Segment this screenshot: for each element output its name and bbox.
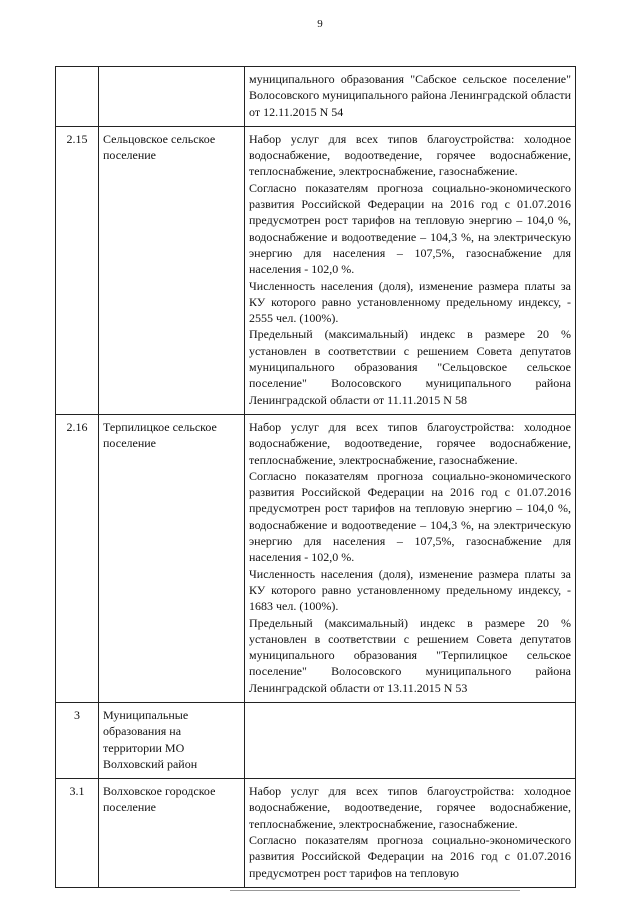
row-description	[245, 67, 576, 127]
description-paragraph: Согласно показателям прогноза социально-экономического развития Российской Федерации на 2016 год с 01.07.2016 предусмотрен рост тарифов на тепловую энергию – 104,0 %, водоснабжение и водоотведение – 104,3 %, на электрическую энергию для населения – 107,5%, газоснабжение для населения - 102,0 %.	[249, 180, 571, 277]
row-number: 3.1	[56, 779, 99, 888]
table-row	[56, 779, 576, 888]
table-row	[56, 414, 576, 702]
municipality-name	[99, 67, 245, 127]
description-paragraph: Набор услуг для всех типов благоустройства: холодное водоснабжение, водоотведение, горячее водоснабжение, теплоснабжение, электроснабжение, газоснабжение.	[249, 131, 571, 179]
municipality-name: Муниципальные образования на территории МО Волховский район	[99, 702, 245, 778]
row-description	[245, 414, 576, 702]
table-row	[56, 702, 576, 778]
table-row	[56, 67, 576, 127]
row-number: 3	[56, 702, 99, 778]
municipality-name: Терпилицкое сельское поселение	[99, 414, 245, 702]
description-paragraph: Численность населения (доля), изменение размера платы за КУ которого равно установленному предельному индексу, - 2555 чел. (100%).	[249, 278, 571, 326]
tariff-table	[55, 66, 576, 888]
row-description	[245, 779, 576, 888]
description-paragraph: муниципального образования "Сабское сельское поселение" Волосовского муниципального района Ленинградской области от 12.11.2015 N 54	[249, 72, 571, 119]
description-paragraph: Предельный (максимальный) индекс в размере 20 % установлен в соответствии с решением Совета депутатов муниципального образования "Терпилицкое сельское поселение" Волосовского муниципального района Ленинградской области от 13.11.2015 N 53	[249, 615, 571, 695]
description-paragraph: Набор услуг для всех типов благоустройства: холодное водоснабжение, водоотведение, горячее водоснабжение, теплоснабжение, электроснабжение, газоснабжение.	[249, 784, 571, 831]
row-number: 2.15	[56, 126, 99, 414]
row-description	[245, 126, 576, 414]
municipality-name: Волховское городское поселение	[99, 779, 245, 888]
table-row	[56, 126, 576, 414]
description-paragraph: Численность населения (доля), изменение размера платы за КУ которого равно установленному предельному индексу, - 1683 чел. (100%).	[249, 566, 571, 614]
description-paragraph: Согласно показателям прогноза социально-экономического развития Российской Федерации на 2016 год с 01.07.2016 предусмотрен рост тарифов на тепловую	[249, 833, 571, 880]
row-number: 2.16	[56, 414, 99, 702]
scan-edge-divider	[230, 890, 520, 891]
description-paragraph: Набор услуг для всех типов благоустройства: холодное водоснабжение, водоотведение, горячее водоснабжение, теплоснабжение, электроснабжение, газоснабжение.	[249, 419, 571, 467]
page-number: 9	[317, 18, 323, 30]
row-description	[245, 702, 576, 778]
municipality-name: Сельцовское сельское поселение	[99, 126, 245, 414]
description-paragraph: Предельный (максимальный) индекс в размере 20 % установлен в соответствии с решением Совета депутатов муниципального образования "Сельцовское сельское поселение" Волосовского муниципального района Ленинградской области от 11.11.2015 N 58	[249, 327, 571, 407]
row-number	[56, 67, 99, 127]
description-paragraph: Согласно показателям прогноза социально-экономического развития Российской Федерации на 2016 год с 01.07.2016 предусмотрен рост тарифов на тепловую энергию – 104,0 %, водоснабжение и водоотведение – 104,3 %, на электрическую энергию для населения – 107,5%, газоснабжение для населения - 102,0 %.	[249, 468, 571, 565]
